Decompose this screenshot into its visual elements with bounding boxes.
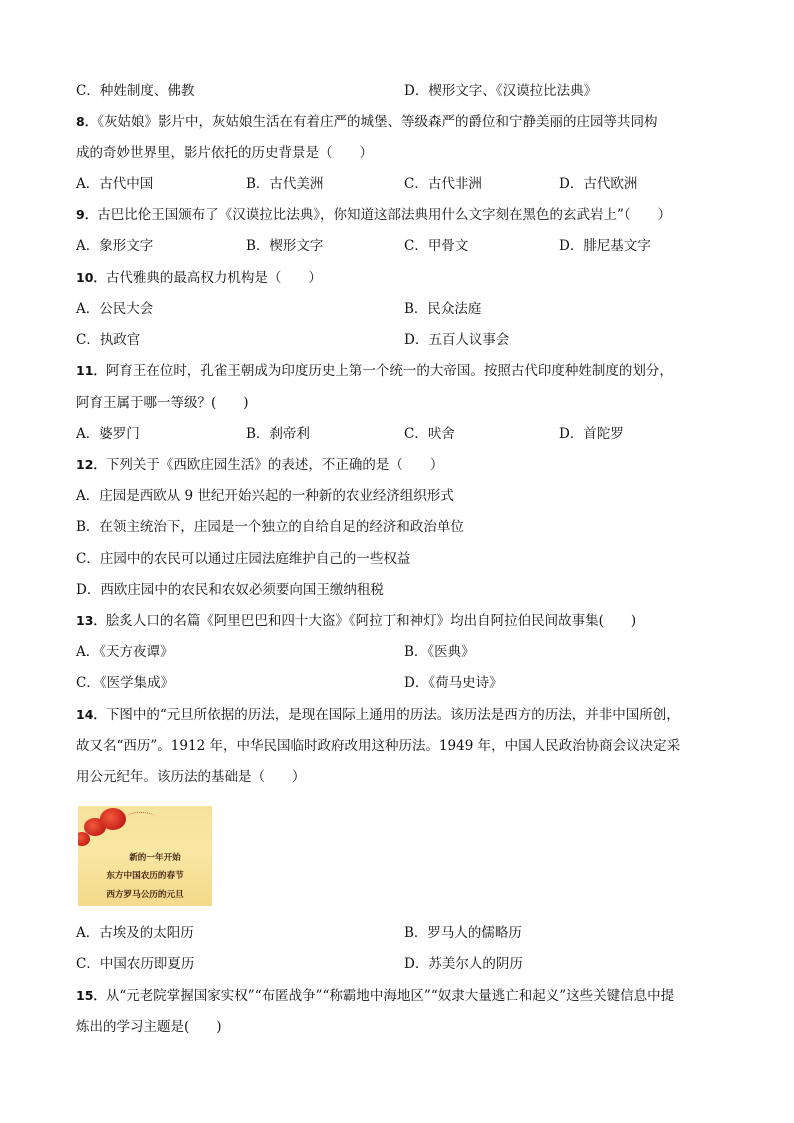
blossom-decoration <box>126 812 156 823</box>
question-14-number: 14． <box>76 707 106 722</box>
q8-option-a: A．古代中国 <box>76 176 154 192</box>
q14-option-a: A．古埃及的太阳历 <box>76 925 194 941</box>
new-year-illustration <box>78 806 212 906</box>
q13-option-d: D．《荷马史诗》 <box>404 675 503 691</box>
question-12-stem <box>76 455 443 475</box>
q8-option-c: C．古代非洲 <box>404 176 482 192</box>
question-15-text-line2: 炼出的学习主题是( ) <box>76 1019 222 1035</box>
q9-option-a: A．象形文字 <box>76 238 154 254</box>
question-10-number: 10． <box>76 270 106 285</box>
question-10-stem <box>76 268 322 288</box>
q10-option-d: D．五百人议事会 <box>404 332 510 348</box>
q9-option-d: D．腓尼基文字 <box>559 238 651 254</box>
q11-option-c: C．吠舍 <box>404 426 455 442</box>
question-11-number: 11． <box>76 363 106 378</box>
image-caption-line2: 东方中国农历的春节 <box>106 871 184 881</box>
question-8-text-line2: 成的奇妙世界里，影片依托的历史背景是（ ） <box>76 145 373 161</box>
q11-option-d: D．首陀罗 <box>559 426 624 442</box>
question-11-text-line2: 阿育王属于哪一等级？( ) <box>76 395 249 411</box>
q7-option-d: D．楔形文字、《汉谟拉比法典》 <box>404 83 598 99</box>
q10-option-b: B．民众法庭 <box>404 301 482 317</box>
question-10-text: 古代雅典的最高权力机构是（ ） <box>105 270 322 286</box>
question-15-stem <box>76 986 674 1006</box>
question-14-text-line1: 下图中的“元旦所依据的历法，是现在国际上通用的历法。该历法是西方的历法，并非中国所创， <box>105 707 680 723</box>
question-8-text-line1: 《灰姑娘》影片中，灰姑娘生活在有着庄严的城堡、等级森严的爵位和宁静美丽的庄园等共同构 <box>97 114 658 130</box>
q10-option-c: C．执政官 <box>76 332 141 348</box>
q12-option-d: D．西欧庄园中的农民和农奴必须要向国王缴纳租税 <box>76 582 384 598</box>
question-12-number: 12． <box>76 457 106 472</box>
q7-option-c: C．种姓制度、佛教 <box>76 83 195 99</box>
question-9-number: 9． <box>76 207 98 222</box>
q14-option-d: D．苏美尔人的阴历 <box>404 956 523 972</box>
q13-option-c: C．《医学集成》 <box>76 675 175 691</box>
question-12-text: 下列关于《西欧庄园生活》的表述，不正确的是（ ） <box>105 457 444 473</box>
lantern-icon <box>78 832 90 846</box>
question-13-number: 13． <box>76 613 106 628</box>
q14-option-c: C．中国农历即夏历 <box>76 956 195 972</box>
q9-option-c: C．甲骨文 <box>404 238 469 254</box>
question-14-text-line2: 故又名“西历”。1912 年，中华民国临时政府改用这种历法。1949 年，中国人民政治协商会议决定采 <box>76 738 681 754</box>
q10-option-a: A．公民大会 <box>76 301 154 317</box>
question-11-text-line1: 阿育王在位时，孔雀王朝成为印度历史上第一个统一的大帝国。按照古代印度种姓制度的划分， <box>105 363 673 379</box>
q12-option-c: C．庄园中的农民可以通过庄园法庭维护自己的一些权益 <box>76 551 411 567</box>
q11-option-b: B．刹帝利 <box>246 426 310 442</box>
lantern-icon <box>100 808 126 830</box>
question-15-number: 15． <box>76 988 106 1003</box>
question-13-stem <box>76 611 636 631</box>
image-caption-line1: 新的一年开始 <box>129 853 181 863</box>
q11-option-a: A．婆罗门 <box>76 426 140 442</box>
q12-option-a: A．庄园是西欧从 9 世纪开始兴起的一种新的农业经济组织形式 <box>76 488 454 504</box>
question-11-stem <box>76 361 673 381</box>
question-8-stem <box>76 112 657 132</box>
q12-option-b: B．在领主统治下，庄园是一个独立的自给自足的经济和政治单位 <box>76 519 464 535</box>
question-8-number: 8． <box>76 114 98 129</box>
q8-option-b: B．古代美洲 <box>246 176 324 192</box>
image-caption-line3: 西方罗马公历的元旦 <box>106 890 184 900</box>
question-13-text: 脍炙人口的名篇《阿里巴巴和四十大盗》《阿拉丁和神灯》均出自阿拉伯民间故事集( ) <box>105 613 637 629</box>
question-9-stem <box>76 205 671 225</box>
question-15-text-line1: 从“元老院掌握国家实权”“布匿战争”“称霸地中海地区”“奴隶大量逃亡和起义”这些关键信息中提 <box>105 988 675 1004</box>
q8-option-d: D．古代欧洲 <box>559 176 638 192</box>
q9-option-b: B．楔形文字 <box>246 238 324 254</box>
question-14-text-line3: 用公元纪年。该历法的基础是（ ） <box>76 769 306 785</box>
q13-option-a: A．《天方夜谭》 <box>76 644 174 660</box>
question-9-text: 古巴比伦王国颁布了《汉谟拉比法典》，你知道这部法典用什么文字刻在黑色的玄武岩上”（ ） <box>97 207 672 223</box>
q14-option-b: B．罗马人的儒略历 <box>404 925 522 941</box>
q13-option-b: B．《医典》 <box>404 644 475 660</box>
question-14-stem <box>76 705 680 725</box>
